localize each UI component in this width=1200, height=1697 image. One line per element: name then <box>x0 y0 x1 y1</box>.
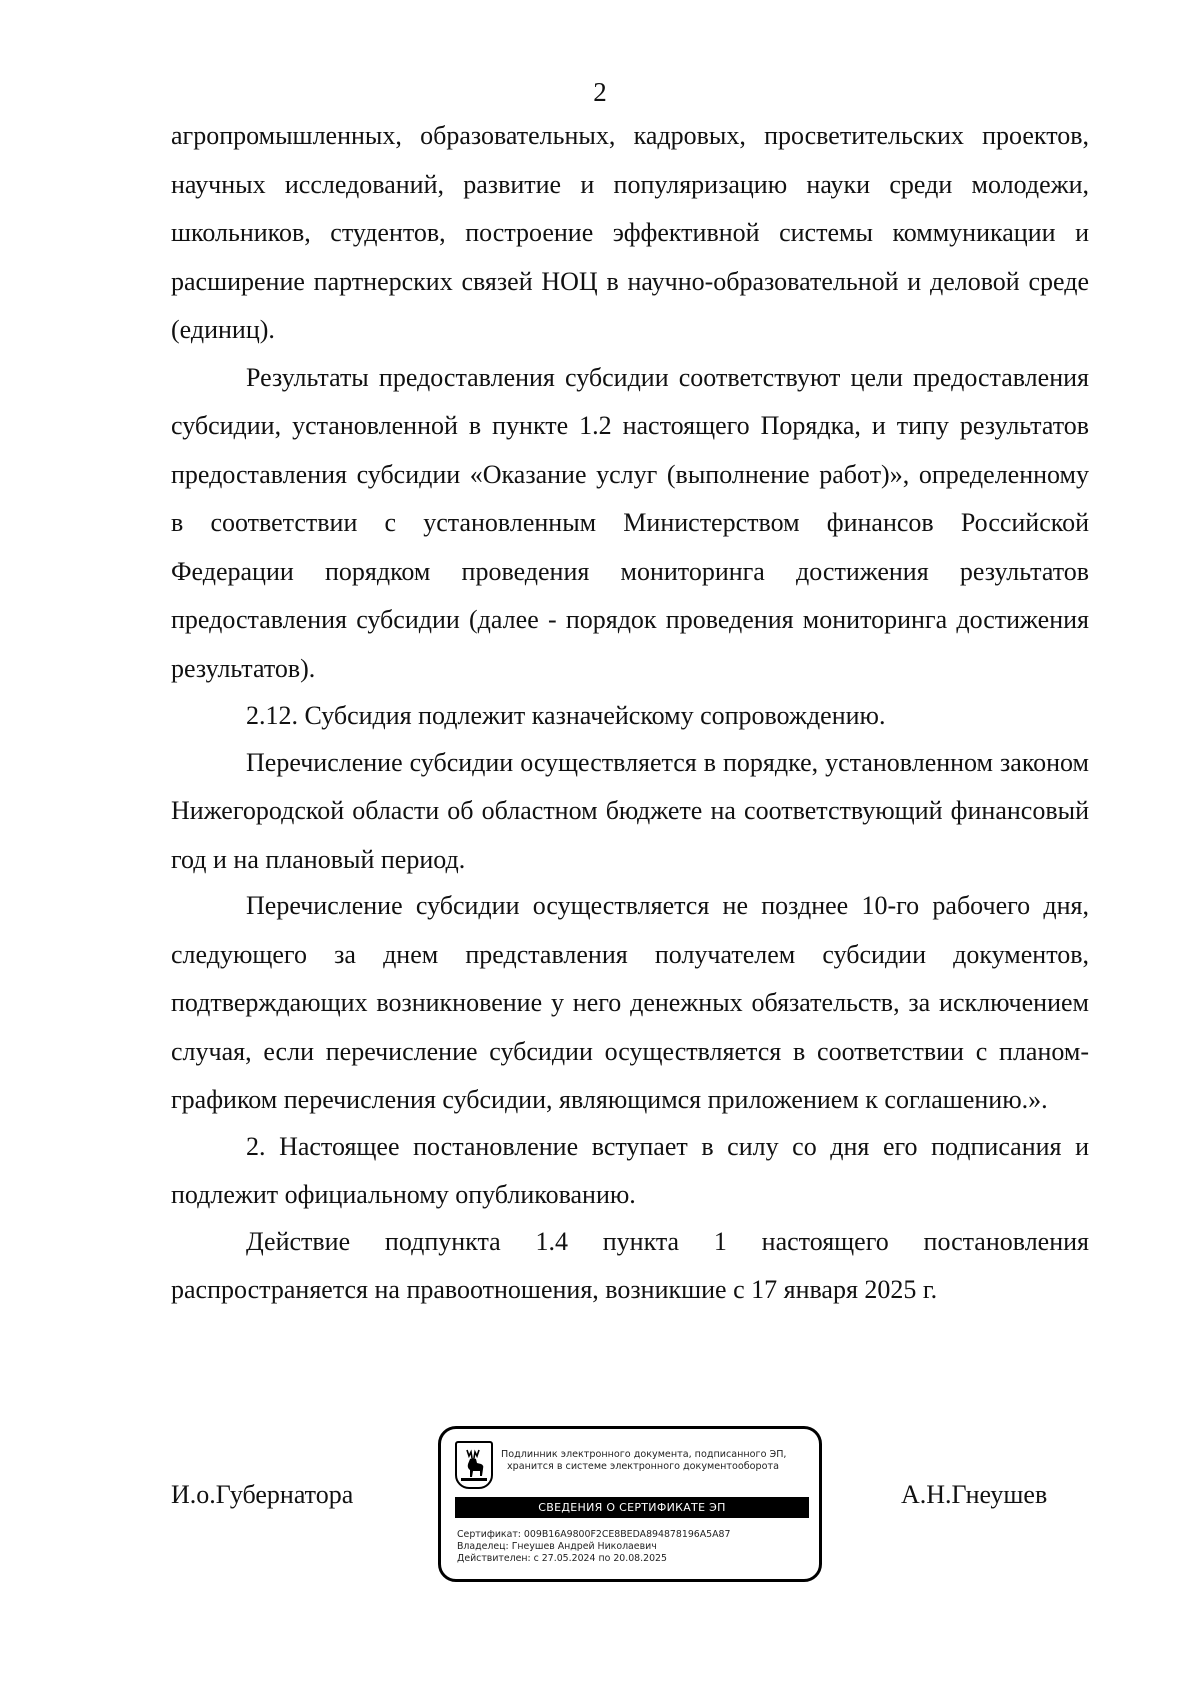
paragraph: Действие подпункта 1.4 пункта 1 настоящего постановления распространяется на правоотношения, возникшие с 17 января 2025 г. <box>171 1226 1089 1304</box>
signer-name: А.Н.Гнеушев <box>901 1480 1048 1509</box>
stamp-validity: Действителен: с 27.05.2024 по 20.08.2025 <box>457 1553 667 1564</box>
paragraph: Перечисление субсидии осуществляется не позднее 10-го рабочего дня, следующего за днем представления получателем субсидии документов, подтверждающих возникновение у него денежных обязательств, за исключением случая, если перечисление субсидии осуществляется в соответствии с планом-графиком перечисления субсидии, являющимся приложением к соглашению.». <box>171 891 1089 1114</box>
paragraph: Результаты предоставления субсидии соответствуют цели предоставления субсидии, установленной в пункте 1.2 настоящего Порядка, и типу результатов предоставления субсидии «Оказание услуг (выполнение работ)», определенному в соответствии с установленным Министерством финансов Российской Федерации порядком проведения мониторинга достижения результатов предоставления субсидии (далее - порядок проведения мониторинга достижения результатов). <box>171 362 1089 683</box>
paragraph: Перечисление субсидии осуществляется в порядке, установленном законом Нижегородской области об областном бюджете на соответствующий финансовый год и на плановый период. <box>171 747 1089 874</box>
stamp-header-line: Подлинник электронного документа, подписанного ЭП, <box>501 1449 787 1460</box>
page-number: 2 <box>593 77 607 107</box>
paragraph: 2.12. Субсидия подлежит казначейскому сопровождению. <box>246 701 886 730</box>
paragraph: агропромышленных, образовательных, кадровых, просветительских проектов, научных исследований, развитие и популяризацию науки среди молодежи, школьников, студентов, построение эффективной системы коммуникации и расширение партнерских связей НОЦ в научно-образовательной и деловой среде (единиц). <box>171 121 1089 344</box>
stamp-certificate: Сертификат: 009B16A9800F2CE8BEDA894878196A5A87 <box>457 1529 731 1540</box>
signer-title: И.о.Губернатора <box>171 1480 354 1509</box>
stamp-header-line: хранится в системе электронного документооборота <box>507 1461 779 1472</box>
paragraph: 2. Настоящее постановление вступает в силу со дня его подписания и подлежит официальному опубликованию. <box>171 1131 1089 1209</box>
stamp-title-bar: СВЕДЕНИЯ О СЕРТИФИКАТЕ ЭП <box>455 1497 809 1518</box>
electronic-signature-stamp <box>438 1426 822 1582</box>
document-body <box>171 112 1089 1315</box>
deer-emblem-icon <box>455 1441 493 1489</box>
stamp-owner: Владелец: Гнеушев Андрей Николаевич <box>457 1541 657 1552</box>
